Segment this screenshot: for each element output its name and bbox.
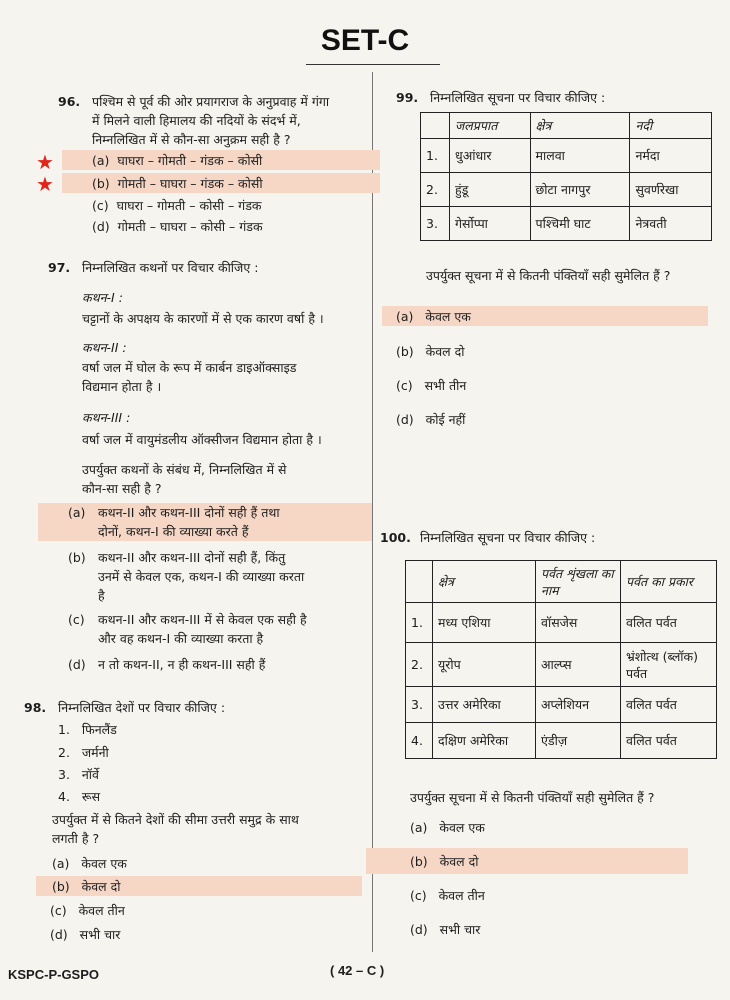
list-item: 1. फिनलैंड xyxy=(58,722,117,737)
option-c[interactable]: (c) केवल तीन xyxy=(410,888,485,903)
statement-label: कथन-III : xyxy=(82,410,131,425)
table-header xyxy=(421,113,450,139)
option-b[interactable]: (b) केवल दो xyxy=(410,854,479,869)
question-number: 99. xyxy=(396,90,419,105)
question-intro: निम्नलिखित कथनों पर विचार कीजिए : xyxy=(82,260,259,275)
question-96 xyxy=(58,92,372,149)
set-label: SET-C xyxy=(320,24,410,57)
table-header: पर्वत का प्रकार xyxy=(621,561,717,603)
table-row: 1. मध्य एशिया वॉसजेस वलित पर्वत xyxy=(406,603,717,643)
option-d[interactable]: (d) सभी चार xyxy=(410,922,481,937)
title-underline xyxy=(306,64,440,65)
question-text-line: में मिलने वाली हिमालय की नदियों के संदर्भ में, xyxy=(92,113,301,128)
option-a[interactable]: (a) केवल एक xyxy=(410,820,485,835)
question-number: 100. xyxy=(380,530,411,545)
option-d[interactable]: (d) सभी चार xyxy=(50,927,121,942)
statement-text: वर्षा जल में घोल के रूप में कार्बन डाइऑक्साइड विद्यमान होता है । xyxy=(82,360,297,394)
option-b[interactable]: (b) गोमती – घाघरा – गंडक – कोसी xyxy=(92,176,263,191)
star-icon: ★ xyxy=(36,150,54,174)
table-row: 1. धुआंधार मालवा नर्मदा xyxy=(421,139,712,173)
star-icon: ★ xyxy=(36,172,54,196)
option-a[interactable]: (a) घाघरा – गोमती – गंडक – कोसी xyxy=(92,153,263,168)
option-a[interactable]: (a) केवल एक xyxy=(52,856,127,871)
question-ask: उपर्युक्त सूचना में से कितनी पंक्तियाँ सही सुमेलित हैं ? xyxy=(426,268,671,283)
table-row: 3. उत्तर अमेरिका अप्लेशियन वलित पर्वत xyxy=(406,687,717,723)
option-c[interactable]: (c) केवल तीन xyxy=(50,903,125,918)
option-d[interactable]: (d) न तो कथन-II, न ही कथन-III सही हैं xyxy=(68,657,266,672)
table-header: पर्वत शृंखला का नाम xyxy=(536,561,621,603)
column-divider xyxy=(372,72,373,952)
list-item: 2. जर्मनी xyxy=(58,745,109,760)
option-d[interactable]: (d) कोई नहीं xyxy=(396,412,466,427)
list-item: 4. रूस xyxy=(58,789,101,804)
question-99 xyxy=(396,88,720,107)
option-b[interactable]: (b) केवल दो xyxy=(396,344,465,359)
option-c[interactable]: (c) घाघरा – गोमती – कोसी – गंडक xyxy=(92,198,262,213)
waterfall-table xyxy=(420,112,712,241)
question-number: 97. xyxy=(48,260,71,275)
question-98 xyxy=(24,698,358,717)
mountain-table xyxy=(405,560,717,759)
question-ask: उपर्युक्त सूचना में से कितनी पंक्तियाँ सही सुमेलित हैं ? xyxy=(410,790,655,805)
question-intro: निम्नलिखित सूचना पर विचार कीजिए : xyxy=(430,90,606,105)
statement-text: चट्टानों के अपक्षय के कारणों में से एक कारण वर्षा है । xyxy=(82,311,324,326)
paper-code: KSPC-P-GSPO xyxy=(8,967,100,982)
table-row: 4. दक्षिण अमेरिका एंडीज़ वलित पर्वत xyxy=(406,723,717,759)
table-row: 2. हुंडू छोटा नागपुर सुवर्णरेखा xyxy=(421,173,712,207)
page-number: ( 42 – C ) xyxy=(330,963,385,978)
table-header xyxy=(406,561,433,603)
option-b[interactable]: (b) कथन-II और कथन-III दोनों सही हैं, किंतु उनमें से केवल एक, कथन-I की व्याख्या करता है xyxy=(68,550,305,603)
table-header: क्षेत्र xyxy=(530,113,630,139)
question-ask: उपर्युक्त कथनों के संबंध में, निम्नलिखित में से कौन-सा सही है ? xyxy=(82,462,287,496)
question-97 xyxy=(48,258,372,277)
question-ask: उपर्युक्त में से कितने देशों की सीमा उत्तरी समुद्र के साथ लगती है ? xyxy=(52,812,299,846)
question-number: 96. xyxy=(58,94,81,109)
question-intro: निम्नलिखित देशों पर विचार कीजिए : xyxy=(58,700,226,715)
statement-text: वर्षा जल में वायुमंडलीय ऑक्सीजन विद्यमान होता है । xyxy=(82,432,322,447)
list-item: 3. नॉर्वे xyxy=(58,767,99,782)
option-c[interactable]: (c) सभी तीन xyxy=(396,378,467,393)
option-a[interactable]: (a) कथन-II और कथन-III दोनों सही हैं तथा दोनों, कथन-I की व्याख्या करते हैं xyxy=(68,505,280,539)
option-a[interactable]: (a) केवल एक xyxy=(396,309,471,324)
statement-label: कथन-II : xyxy=(82,340,127,355)
question-100 xyxy=(380,528,710,547)
table-row: 3. गेर्सोप्पा पश्चिमी घाट नेत्रवती xyxy=(421,207,712,241)
question-text-line: पश्चिम से पूर्व की ओर प्रयागराज के अनुप्रवाह में गंगा xyxy=(92,94,330,109)
question-intro: निम्नलिखित सूचना पर विचार कीजिए : xyxy=(420,530,596,545)
table-header: जलप्रपात xyxy=(450,113,531,139)
option-d[interactable]: (d) गोमती – घाघरा – कोसी – गंडक xyxy=(92,219,263,234)
table-header: क्षेत्र xyxy=(433,561,536,603)
table-row: 2. यूरोप आल्प्स भ्रंशोत्थ (ब्लॉक) पर्वत xyxy=(406,643,717,687)
statement-label: कथन-I : xyxy=(82,290,123,305)
question-text-line: निम्नलिखित में से कौन-सा अनुक्रम सही है ? xyxy=(92,132,291,147)
option-c[interactable]: (c) कथन-II और कथन-III में से केवल एक सही है और वह कथन-I की व्याख्या करता है xyxy=(68,612,307,646)
question-number: 98. xyxy=(24,700,47,715)
option-b[interactable]: (b) केवल दो xyxy=(52,879,121,894)
table-header: नदी xyxy=(630,113,712,139)
